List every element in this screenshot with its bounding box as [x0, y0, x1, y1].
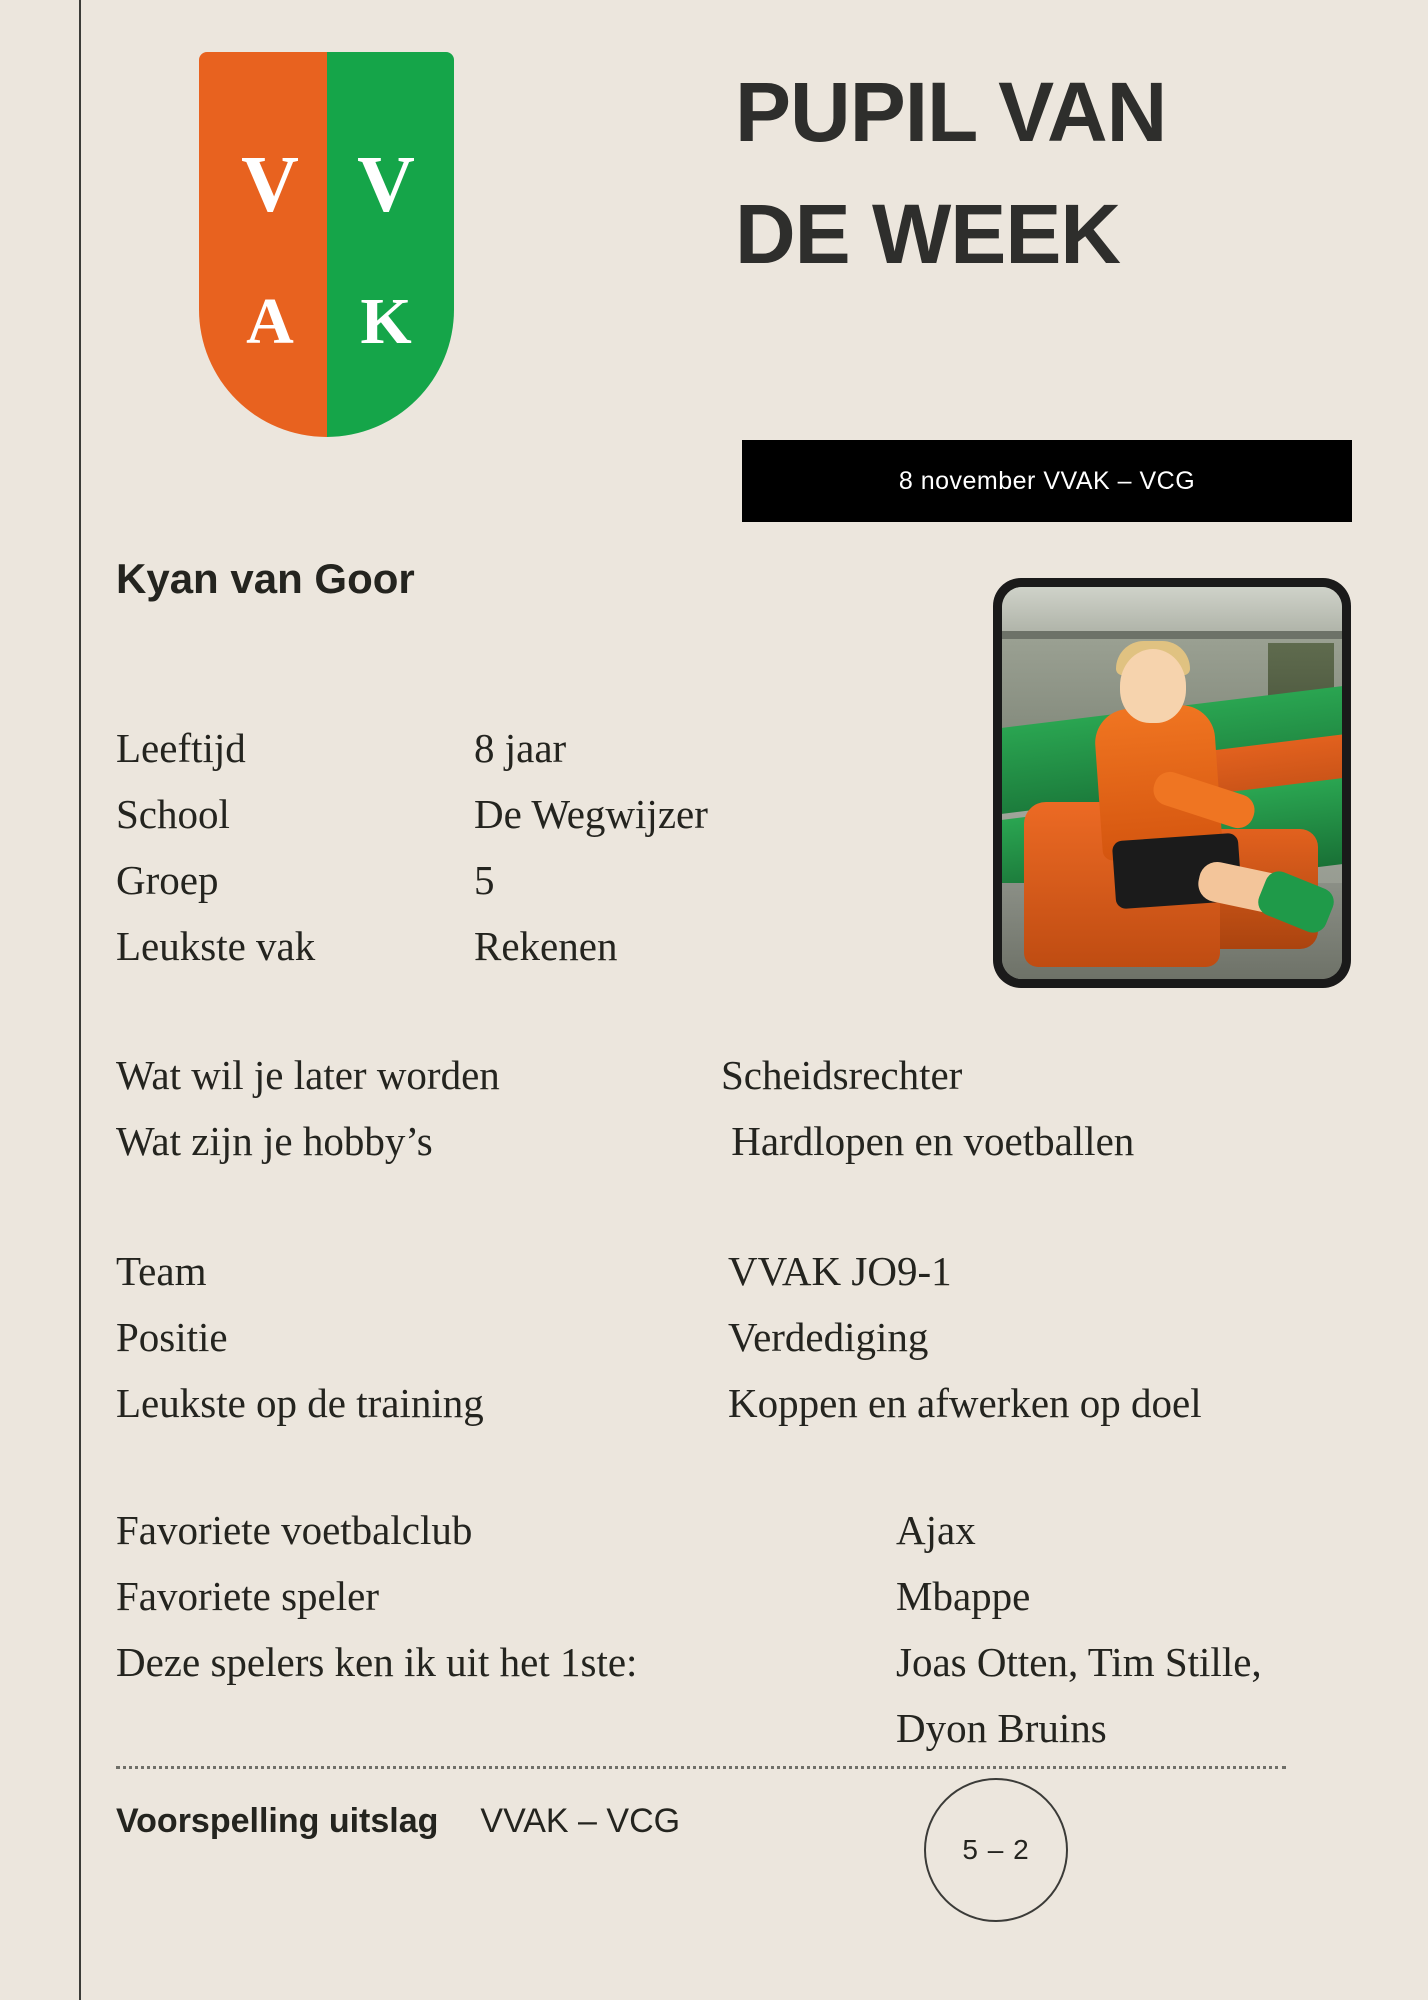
team-block	[116, 1238, 1202, 1436]
team-label: Team	[116, 1248, 207, 1294]
basics-row	[116, 847, 708, 913]
prediction-score-badge: 5 – 2	[924, 1778, 1068, 1922]
logo-letter-v2: V	[357, 141, 415, 229]
favorites-label: Favoriete speler	[116, 1573, 379, 1619]
future-value: Scheidsrechter	[721, 1052, 963, 1098]
team-row	[116, 1304, 1202, 1370]
team-row	[116, 1370, 1202, 1436]
team-value: Koppen en afwerken op doel	[728, 1380, 1202, 1426]
favorites-label: Deze spelers ken ik uit het 1ste:	[116, 1639, 638, 1685]
future-label: Wat zijn je hobby’s	[116, 1118, 433, 1164]
favorites-value: Ajax	[896, 1507, 976, 1553]
team-label: Leukste op de training	[116, 1380, 484, 1426]
photo-roofline	[1002, 631, 1342, 639]
favorites-value: Mbappe	[896, 1573, 1031, 1619]
logo-letter-k: K	[360, 285, 412, 358]
future-block	[116, 1042, 1134, 1174]
shield-right-half	[327, 52, 455, 437]
prediction-line	[116, 1802, 680, 1841]
left-margin-rule	[79, 0, 81, 2000]
player-name: Kyan van Goor	[116, 555, 415, 602]
player-photo	[1002, 587, 1342, 979]
future-label: Wat wil je later worden	[116, 1052, 500, 1098]
team-label: Positie	[116, 1314, 228, 1360]
basics-row	[116, 715, 708, 781]
basics-label: Leeftijd	[116, 725, 246, 771]
shield-left-half	[199, 52, 327, 437]
basics-value: 5	[474, 857, 495, 903]
logo-letter-v1: V	[241, 141, 299, 229]
prediction-label: Voorspelling uitslag	[116, 1802, 439, 1840]
favorites-label: Favoriete voetbalclub	[116, 1507, 473, 1553]
future-row	[116, 1042, 1134, 1108]
team-value: VVAK JO9-1	[728, 1248, 952, 1294]
dotted-divider	[116, 1766, 1286, 1769]
favorites-row	[116, 1563, 1262, 1629]
basics-value: Rekenen	[474, 923, 618, 969]
basics-value: 8 jaar	[474, 725, 567, 771]
basics-row	[116, 781, 708, 847]
favorites-row	[116, 1629, 1262, 1695]
team-value: Verdediging	[728, 1314, 929, 1360]
logo-letter-a: A	[246, 285, 294, 358]
match-date-banner: 8 november VVAK – VCG	[742, 440, 1352, 522]
basics-label: Leukste vak	[116, 923, 316, 969]
future-value: Hardlopen en voetballen	[721, 1118, 1135, 1164]
favorites-value-continued: Dyon Bruins	[896, 1705, 1107, 1751]
future-row	[116, 1108, 1134, 1174]
basics-value: De Wegwijzer	[474, 791, 708, 837]
page-title-line-1: PUPIL VAN	[735, 65, 1167, 159]
basics-label: Groep	[116, 857, 219, 903]
page-title-line-2: DE WEEK	[735, 186, 1121, 281]
favorites-block	[116, 1497, 1262, 1761]
page-title	[735, 52, 1395, 296]
favorites-row	[116, 1497, 1262, 1563]
prediction-match: VVAK – VCG	[480, 1802, 681, 1840]
photo-player-head	[1120, 649, 1186, 723]
shield-shape	[199, 52, 454, 437]
vvak-logo	[199, 52, 454, 437]
favorites-value: Joas Otten, Tim Stille,	[896, 1639, 1262, 1685]
photo-wall	[1002, 587, 1342, 635]
player-photo-frame	[993, 578, 1351, 988]
team-row	[116, 1238, 1202, 1304]
basics-block	[116, 715, 708, 979]
basics-row	[116, 913, 708, 979]
basics-label: School	[116, 791, 230, 837]
